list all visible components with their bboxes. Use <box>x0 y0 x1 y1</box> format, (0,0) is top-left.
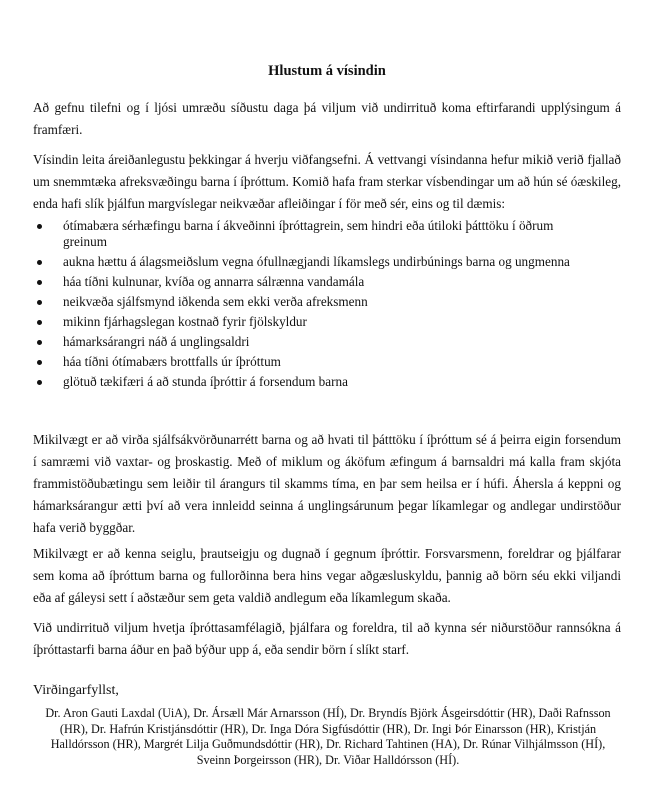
science-paragraph: Vísindin leita áreiðanlegustu þekkingar á hverju viðfangsefni. Á vettvangi vísindanna hefur mikið verið fjallað um snemmtæka afreksvæðingu barna í íþróttum. Komið hafa fram sterkar vísbendingar um að hún sé óæskileg, enda hafi slík þjálfun margvíslegar neikvæðar afleiðingar í för með sér, eins og til dæmis: <box>33 152 621 211</box>
list-item: aukna hættu á álagsmeiðslum vegna ófullnægjandi líkamslegs undirbúnings barna og ungmenna <box>33 254 593 270</box>
bullet-icon <box>37 340 42 345</box>
list-item: hámarksárangri náð á unglingsaldri <box>33 334 593 350</box>
list-item: glötuð tækifæri á að stunda íþróttir á forsendum barna <box>33 374 593 390</box>
bullet-icon <box>37 320 42 325</box>
bullet-icon <box>37 224 42 229</box>
signatories-list: Dr. Aron Gauti Laxdal (UiA), Dr. Ársæll Már Arnarsson (HÍ), Dr. Bryndís Björk Ásgeirsdóttir (HR), Daði Rafnsson (HR), Dr. Hafrún Kristjánsdóttir (HR), Dr. Inga Dóra Sigfúsdóttir (HR), Dr. Ingi Þór Einarsson (HR), Kristján Halldórsson (HR), Margrét Lilja Guðmundsdóttir (HR), Dr. Richard Tahtinen (HA), Dr. Rúnar Vilhjálmsson (HÍ), Sveinn Þorgeirsson (HR), Dr. Viðar Halldórsson (HÍ). <box>45 706 611 767</box>
list-item: mikinn fjárhagslegan kostnað fyrir fjölskyldur <box>33 314 593 330</box>
consequences-list <box>33 218 621 394</box>
resilience-paragraph: Mikilvægt er að kenna seiglu, þrautseigju og dugnað í gegnum íþróttir. Forsvarsmenn, foreldrar og þjálfarar sem koma að íþróttum barna og fullorðinna bera hins vegar aðgæsluskyldu, þannig að börn séu ekki viljandi eða af gáleysi sett í aðstæður sem geta valdið andlegum eða líkamlegum skaða. <box>33 546 621 605</box>
bullet-icon <box>37 360 42 365</box>
bullet-icon <box>37 280 42 285</box>
document-title: Hlustum á vísindin <box>268 63 386 79</box>
list-item: neikvæða sjálfsmynd iðkenda sem ekki verða afreksmenn <box>33 294 593 310</box>
intro-paragraph: Að gefnu tilefni og í ljósi umræðu síðustu daga þá viljum við undirrituð koma eftirfarandi upplýsingum á framfæri. <box>33 100 621 137</box>
list-item: háa tíðni kulnunar, kvíða og annarra sálrænna vandamála <box>33 274 593 290</box>
list-item: háa tíðni ótímabærs brottfalls úr íþróttum <box>33 354 593 370</box>
bullet-icon <box>37 300 42 305</box>
self-determination-paragraph: Mikilvægt er að virða sjálfsákvörðunarrétt barna og að hvati til þátttöku í íþróttum sé á þeirra eigin forsendum í samræmi við vaxtar- og þroskastig. Með of miklum og áköfum æfingum á barnsaldri má kalla fram skjóta frammistöðubætingu sem leiðir til árangurs til skamms tíma, en þar sem heilsa er í húfi. Áhersla á keppni og hámarksárangur ætti því að vera innleidd seinna á unglingsárunum þegar líkamlegar og andlegar undirstöður hafa verið byggðar. <box>33 432 621 535</box>
bullet-icon <box>37 380 42 385</box>
bullet-icon <box>37 260 42 265</box>
call-to-action-paragraph: Við undirrituð viljum hvetja íþróttasamfélagið, þjálfara og foreldra, til að kynna sér niðurstöður rannsókna á íþróttastarfi barna áður en það býður upp á, eða sendir börn í slíkt starf. <box>33 620 621 657</box>
list-item: ótímabæra sérhæfingu barna í ákveðinni íþróttagrein, sem hindri eða útiloki þátttöku í öðrum greinum <box>33 218 593 250</box>
closing-salutation: Virðingarfyllst, <box>33 683 119 698</box>
